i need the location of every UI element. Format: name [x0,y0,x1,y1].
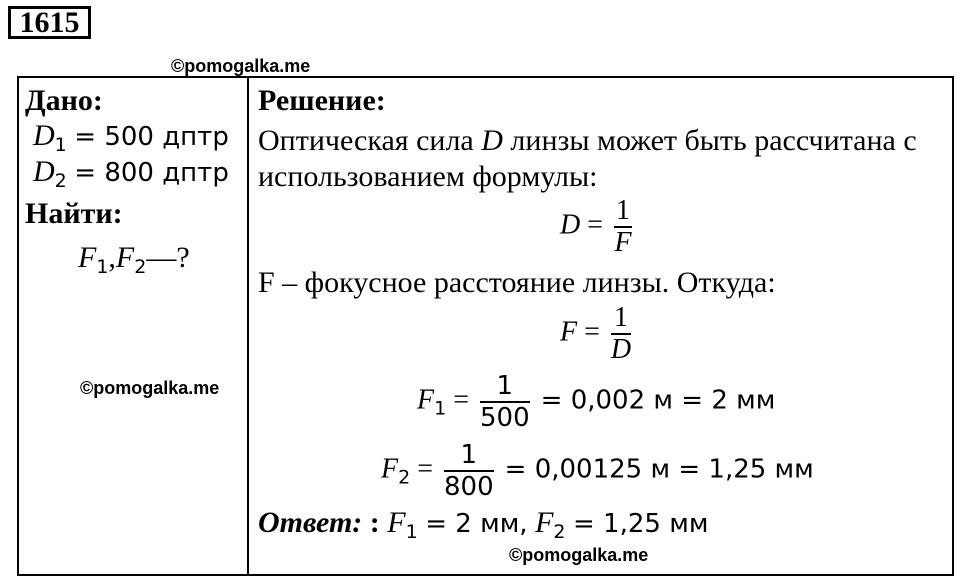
f3-den: 500 [480,403,530,433]
intro-text-b: линзы может быть рассчитана с [502,124,917,157]
find-f1-var: F [78,241,97,274]
f4-sub: 2 [398,466,411,489]
answer-f2-sub: 2 [553,521,566,543]
f1-fraction [614,196,632,258]
f1-num: 1 [616,195,631,226]
f3-num: 1 [480,371,530,403]
f4-fraction [444,440,494,502]
answer-label: Ответ: [258,506,363,539]
d2-sub: 2 [54,170,67,192]
answer-f2-value: = 1,25 мм [573,509,709,539]
f2-num: 1 [611,303,631,335]
find-f2-sub: 2 [134,256,147,278]
d2-var: D [33,155,55,188]
solution-heading: Решение: [258,84,386,117]
d1-sub: 1 [54,134,67,156]
watermark-top: ©pomogalka.me [171,56,311,76]
answer-colon: : [362,506,380,539]
formula-power [560,196,636,258]
find-sep: , [108,241,116,274]
problem-number: 1615 [8,6,91,39]
f3-sub: 1 [434,397,447,420]
f2-fraction [611,303,631,365]
watermark-middle: ©pomogalka.me [80,378,220,398]
f3-var: F [417,384,435,416]
f4-eq: = [417,453,433,485]
formula-focal [560,303,635,365]
intro-text-a: Оптическая сила [258,124,482,157]
intro-line2: использованием формулы: [258,160,598,193]
f3-fraction [480,371,530,433]
find-heading: Найти: [25,197,123,230]
answer-f1-sub: 1 [405,521,418,543]
answer-f1-var: F [387,506,406,539]
find-f1-sub: 1 [96,256,109,278]
f1-lhs: D [560,209,581,241]
f4-var: F [381,453,399,485]
f4-den: 800 [444,472,494,502]
intro-line1 [258,124,917,158]
f4-num: 1 [444,440,494,472]
table-divider [247,76,249,576]
f4-rest: = 0,00125 м = 1,25 мм [504,454,814,485]
given-d2 [33,155,229,198]
d1-var: D [33,119,55,152]
f2-den: D [610,334,632,365]
formula-f1-result [417,371,775,433]
given-heading: Дано: [25,84,103,117]
f3-rest: = 0,002 м = 2 мм [540,385,776,416]
f2-lhs: F [560,316,578,348]
find-expression [78,241,190,284]
d1-value: = 500 дптр [74,122,229,152]
watermark-bottom: ©pomogalka.me [509,545,649,565]
focal-text: F – фокусное расстояние линзы. Откуда: [258,266,776,299]
find-suffix: —? [146,241,190,274]
answer-f2-var: F [535,506,554,539]
intro-var: D [481,124,503,157]
f2-eq: = [584,316,600,348]
d2-value: = 800 дптр [74,158,229,188]
answer-line [258,506,708,549]
find-f2-var: F [115,241,135,274]
f3-eq: = [453,384,469,416]
answer-f1-value: = 2 мм, [425,509,528,539]
formula-f2-result [381,440,814,502]
f1-eq: = [587,209,604,241]
f1-den: F [614,227,632,258]
